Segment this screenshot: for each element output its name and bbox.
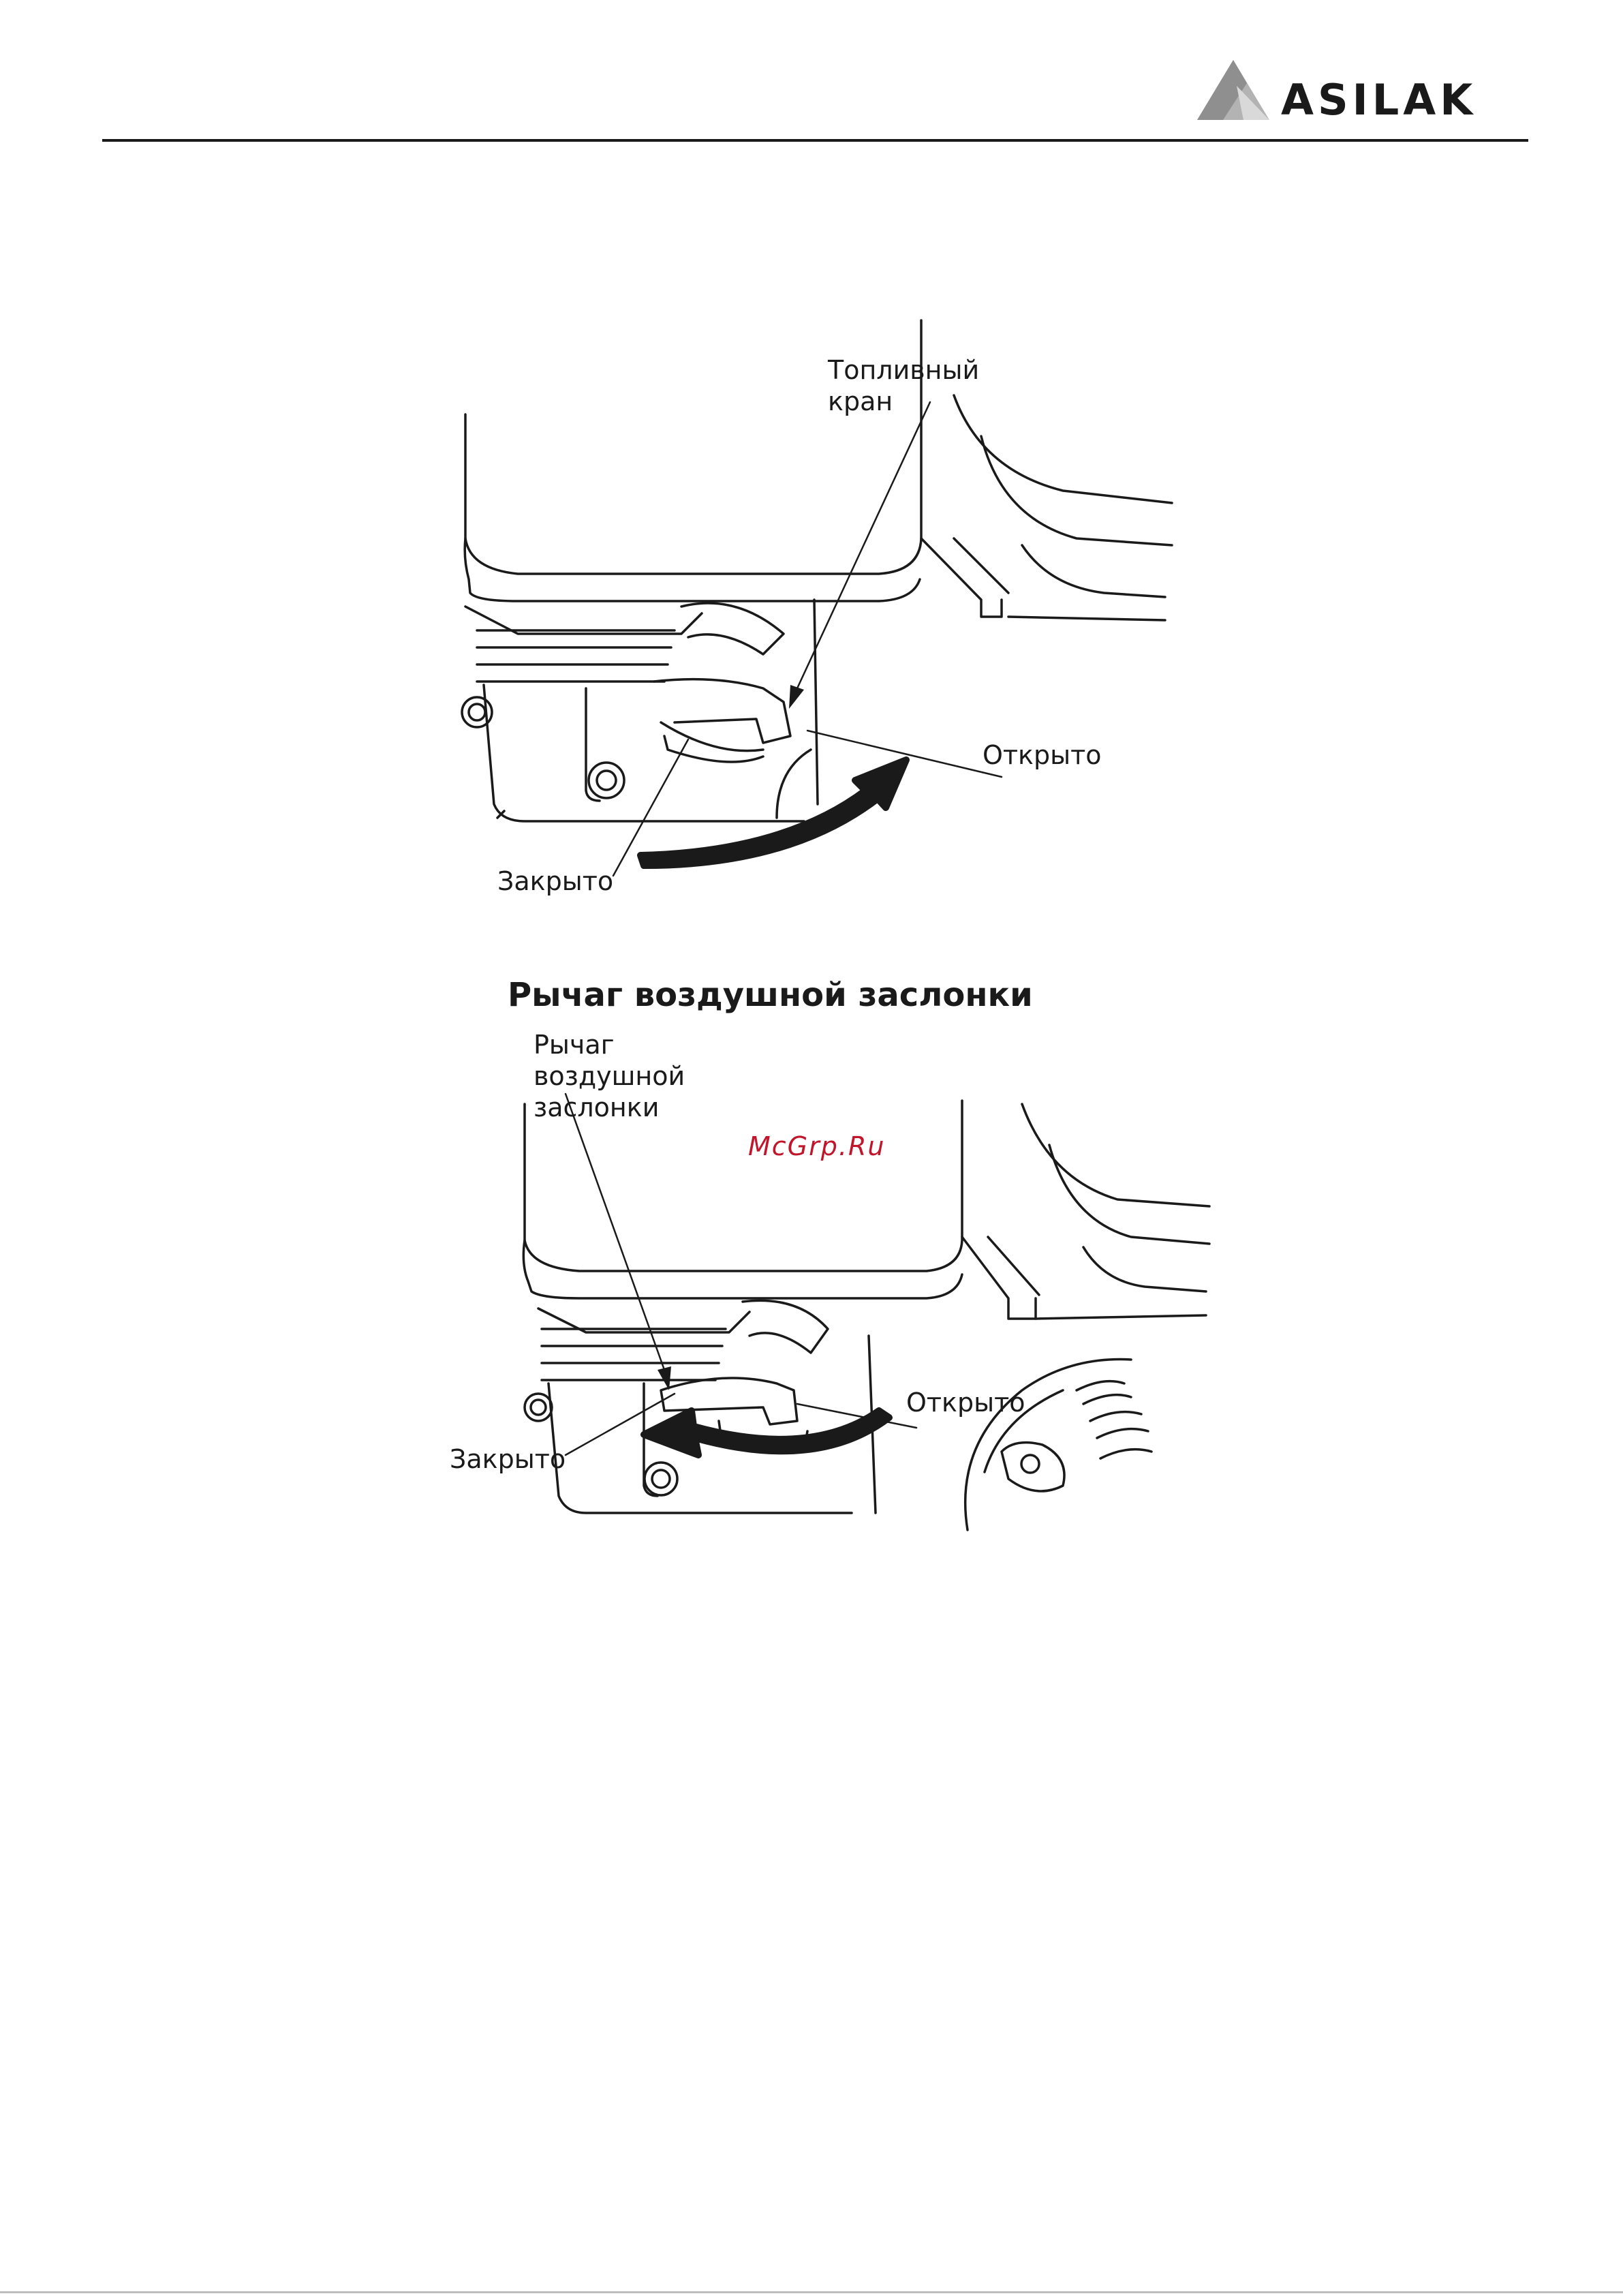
choke-section-heading: Рычаг воздушной заслонки [508, 976, 1033, 1014]
fuel-valve-open-label: Открыто [983, 740, 1102, 770]
brand-name: ASILAK [1281, 75, 1477, 125]
page-bottom-edge [0, 2291, 1623, 2293]
choke-open-label: Открыто [906, 1388, 1025, 1418]
choke-closed-label: Закрыто [450, 1444, 566, 1474]
fuel-valve-label: Топливный кран [828, 355, 980, 416]
choke-lever-label: Рычаг воздушной заслонки [534, 1030, 685, 1122]
fuel-valve-closed-label: Закрыто [497, 866, 614, 896]
watermark: McGrp.Ru [748, 1131, 886, 1161]
